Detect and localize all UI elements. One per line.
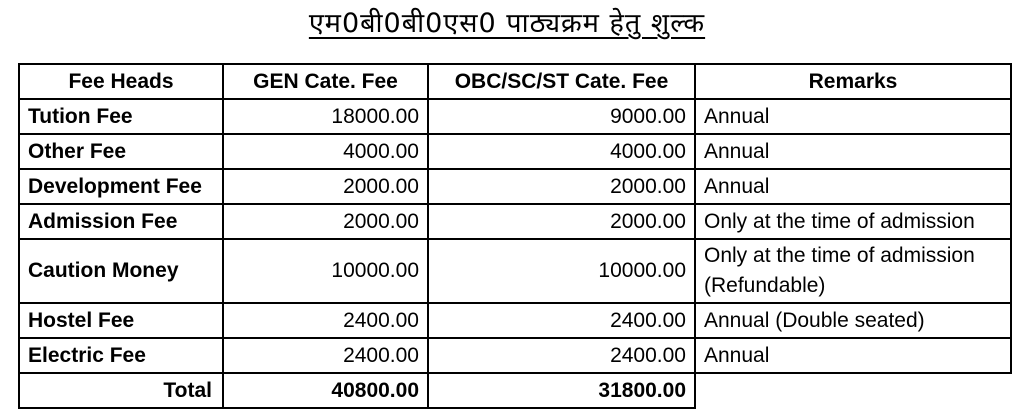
obc-fee-cell: 4000.00 bbox=[428, 134, 695, 169]
table-row bbox=[19, 169, 1011, 204]
fee-head-cell: Electric Fee bbox=[19, 338, 223, 373]
table-row bbox=[19, 239, 1011, 303]
remarks-line: Annual (Double seated) bbox=[704, 308, 925, 332]
column-header-remarks: Remarks bbox=[695, 64, 1011, 99]
table-row bbox=[19, 99, 1011, 134]
page-title: एम0बी0बी0एस0 पाठ्यक्रम हेतु शुल्क bbox=[308, 8, 706, 39]
gen-fee-cell: 4000.00 bbox=[223, 134, 428, 169]
gen-fee-cell: 10000.00 bbox=[223, 239, 428, 303]
fee-head-cell: Caution Money bbox=[19, 239, 223, 303]
remarks-line: Annual bbox=[704, 174, 770, 198]
obc-fee-cell: 2400.00 bbox=[428, 303, 695, 338]
table-row bbox=[19, 204, 1011, 239]
column-header-fee-heads: Fee Heads bbox=[19, 64, 223, 99]
table-row bbox=[19, 338, 1011, 373]
fee-head-cell: Other Fee bbox=[19, 134, 223, 169]
remarks-cell bbox=[695, 134, 1011, 169]
gen-fee-cell: 2000.00 bbox=[223, 204, 428, 239]
remarks-cell bbox=[695, 169, 1011, 204]
gen-fee-cell: 2400.00 bbox=[223, 338, 428, 373]
gen-fee-cell: 2400.00 bbox=[223, 303, 428, 338]
fee-head-cell: Development Fee bbox=[19, 169, 223, 204]
remarks-cell bbox=[695, 239, 1011, 303]
remarks-line: Annual bbox=[704, 139, 770, 163]
gen-fee-cell: 18000.00 bbox=[223, 99, 428, 134]
obc-fee-cell: 9000.00 bbox=[428, 99, 695, 134]
total-row bbox=[19, 373, 1011, 408]
column-header-obc-sc-st-fee: OBC/SC/ST Cate. Fee bbox=[428, 64, 695, 99]
obc-fee-cell: 2000.00 bbox=[428, 169, 695, 204]
obc-fee-cell: 2400.00 bbox=[428, 338, 695, 373]
table-row bbox=[19, 134, 1011, 169]
column-header-gen-fee: GEN Cate. Fee bbox=[223, 64, 428, 99]
total-obc-fee: 31800.00 bbox=[428, 373, 695, 408]
remarks-cell bbox=[695, 204, 1011, 239]
remarks-line: Annual bbox=[704, 343, 770, 367]
remarks-cell bbox=[695, 338, 1011, 373]
total-label: Total bbox=[19, 373, 223, 408]
table-header-row bbox=[19, 64, 1011, 99]
remarks-line: Only at the time of admission bbox=[704, 209, 975, 233]
table-row bbox=[19, 303, 1011, 338]
fee-table bbox=[18, 63, 1012, 409]
total-remarks-empty bbox=[695, 373, 1011, 408]
remarks-cell bbox=[695, 303, 1011, 338]
total-gen-fee: 40800.00 bbox=[223, 373, 428, 408]
fee-head-cell: Admission Fee bbox=[19, 204, 223, 239]
fee-head-cell: Tution Fee bbox=[19, 99, 223, 134]
remarks-line: Annual bbox=[704, 104, 770, 128]
obc-fee-cell: 2000.00 bbox=[428, 204, 695, 239]
obc-fee-cell: 10000.00 bbox=[428, 239, 695, 303]
remarks-cell bbox=[695, 99, 1011, 134]
fee-head-cell: Hostel Fee bbox=[19, 303, 223, 338]
gen-fee-cell: 2000.00 bbox=[223, 169, 428, 204]
remarks-line: Only at the time of admission bbox=[704, 244, 975, 267]
remarks-line: (Refundable) bbox=[704, 274, 826, 297]
